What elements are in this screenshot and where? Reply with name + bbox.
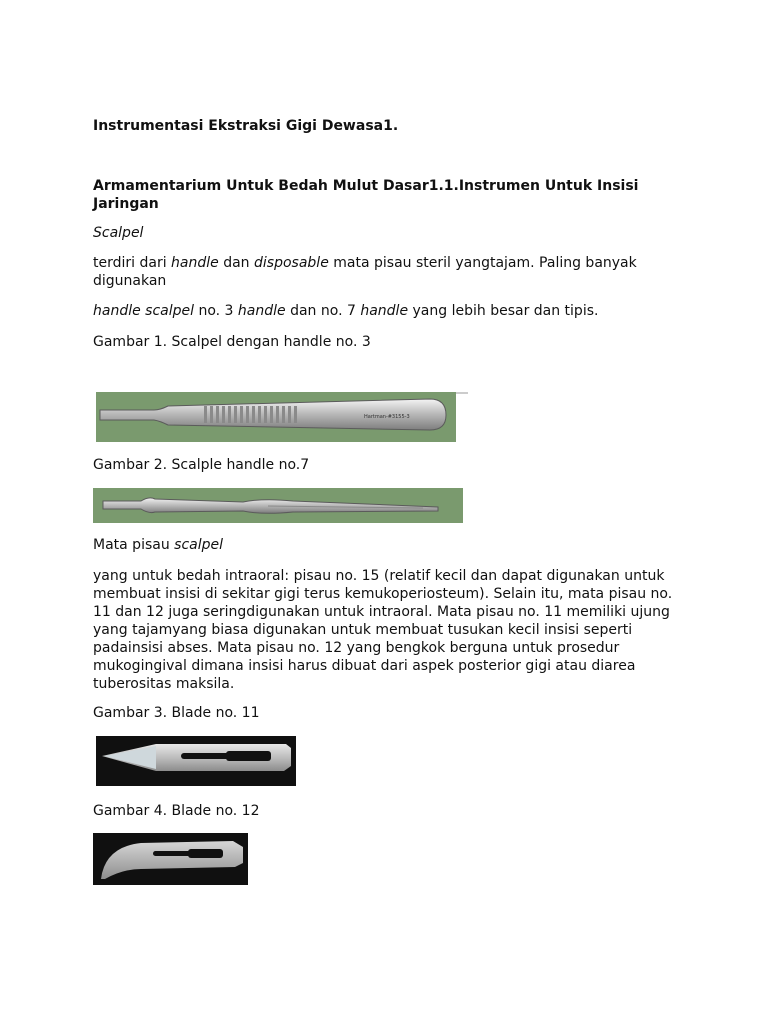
emphasis-scalpel: scalpel bbox=[174, 537, 224, 553]
figure-1-caption: Gambar 1. Scalpel dengan handle no. 3 bbox=[93, 334, 371, 350]
emphasis-handle: handle bbox=[360, 303, 409, 319]
scalpel-term: Scalpel bbox=[93, 225, 144, 241]
paragraph-scalpel-description bbox=[93, 254, 663, 290]
text-run: terdiri dari bbox=[93, 255, 172, 271]
emphasis-handle-scalpel: handle scalpel bbox=[93, 303, 195, 319]
emphasis-handle: handle bbox=[171, 255, 219, 271]
text-run: no. 3 bbox=[194, 303, 238, 319]
figure-1-scalpel-handle-3-image bbox=[96, 392, 468, 442]
paragraph-handle-numbers bbox=[93, 302, 598, 320]
blade-heading bbox=[93, 536, 223, 554]
figure-1-engraving: Hartman-#3155-3 bbox=[364, 414, 410, 420]
figure-2-scalpel-handle-7-image bbox=[93, 488, 463, 523]
emphasis-disposable: disposable bbox=[254, 255, 329, 271]
figure-3-blade-11-image bbox=[96, 736, 296, 786]
figure-3-caption: Gambar 3. Blade no. 11 bbox=[93, 705, 260, 721]
text-run: Mata pisau bbox=[93, 537, 175, 553]
figure-4-blade-12-image bbox=[93, 833, 248, 885]
text-run: dan bbox=[218, 255, 255, 271]
text-run: yang lebih besar dan tipis. bbox=[408, 303, 599, 319]
paragraph-blade-description: yang untuk bedah intraoral: pisau no. 15 (relatif kecil dan dapat digunakan untuk membuat insisi di sekitar gigi terus kemukoperiosteum). Selain itu, mata pisau no. 11 dan 12 juga seringdigunakan untuk intraoral. Mata pisau no. 11 memiliki ujung yang tajamyang biasa digunakan untuk membuat tusukan kecil insisi seperti padainsisi abses. Mata pisau no. 12 yang bengkok berguna untuk prosedur mukogingival dimana insisi harus dibuat dari aspek posterior gigi atau diarea tuberositas maksila. bbox=[93, 568, 673, 692]
emphasis-handle: handle bbox=[237, 303, 286, 319]
figure-4-caption: Gambar 4. Blade no. 12 bbox=[93, 803, 260, 819]
text-run: mata pisau steril yangtajam. Paling banyak digunakan bbox=[93, 255, 637, 289]
document-title: Instrumentasi Ekstraksi Gigi Dewasa1. bbox=[93, 118, 399, 134]
figure-2-caption: Gambar 2. Scalple handle no.7 bbox=[93, 457, 310, 473]
text-run: dan no. 7 bbox=[285, 303, 361, 319]
section-heading: Armamentarium Untuk Bedah Mulut Dasar1.1.Instrumen Untuk Insisi Jaringan bbox=[93, 178, 639, 212]
